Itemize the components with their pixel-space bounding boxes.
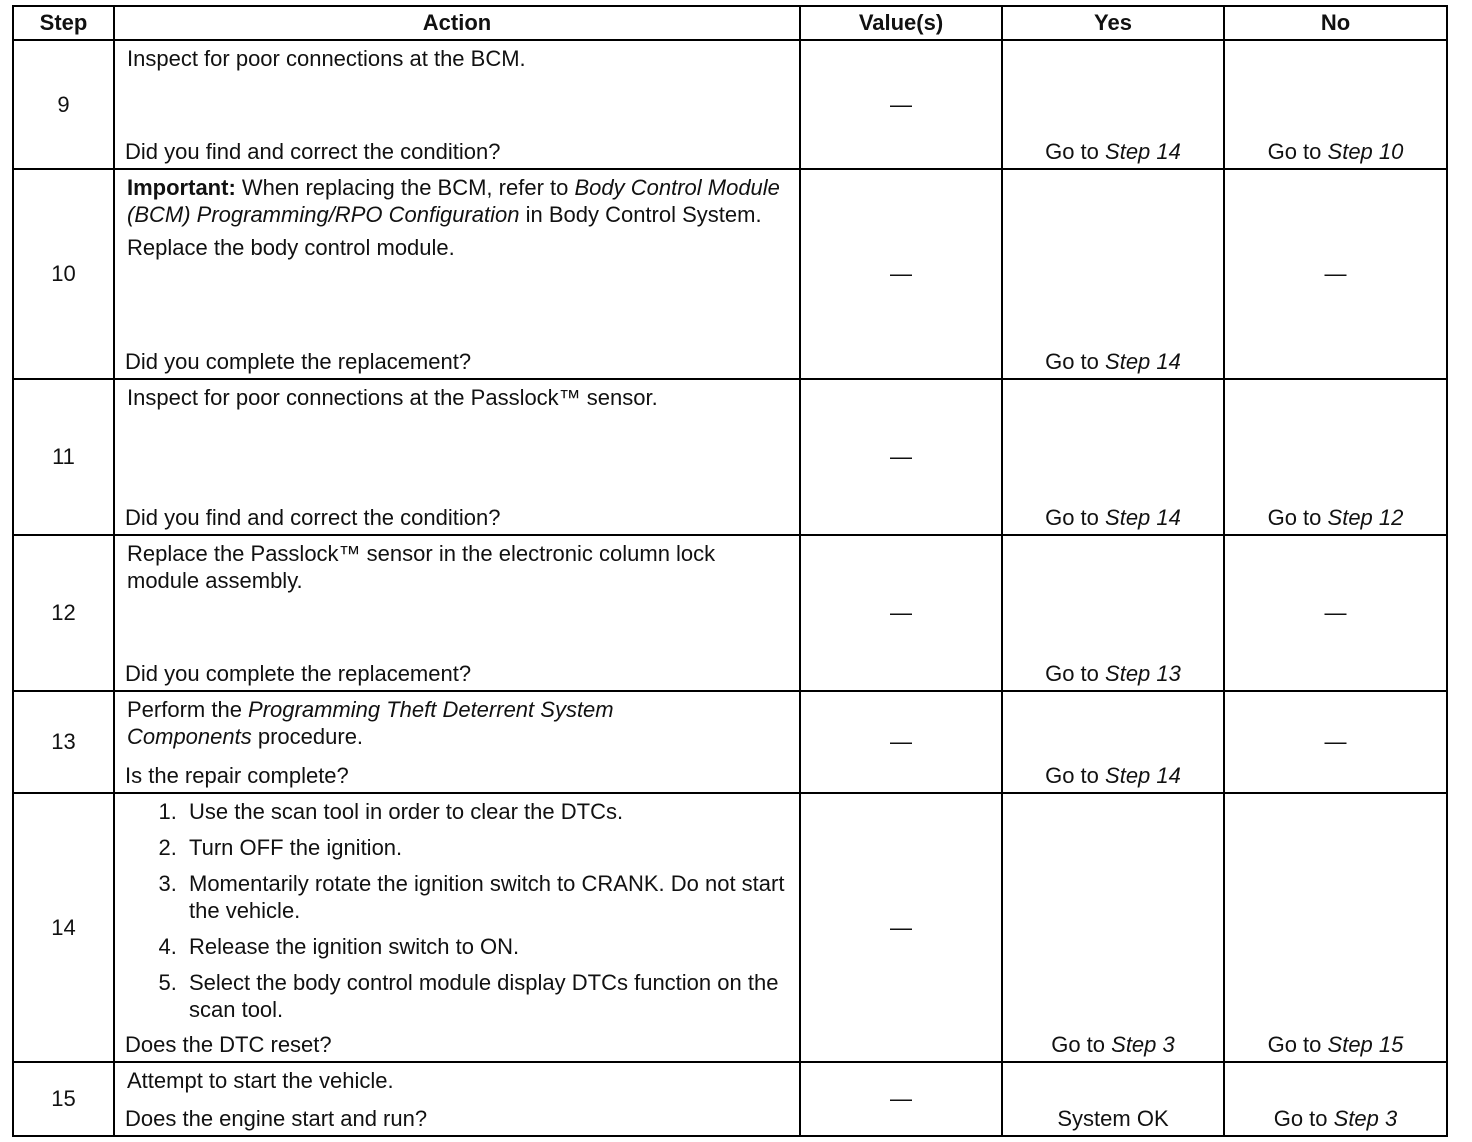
header-step: Step bbox=[13, 6, 114, 40]
yes-cell: Go to Step 14 bbox=[1002, 379, 1224, 535]
no-step-ref: 3 bbox=[1385, 1106, 1398, 1131]
action-question: Did you complete the replacement? bbox=[125, 661, 472, 686]
diagnostic-table bbox=[12, 5, 1448, 1137]
list-item: 2. Turn OFF the ignition. bbox=[183, 834, 791, 861]
list-item: 4. Release the ignition switch to ON. bbox=[183, 933, 791, 960]
value-dash: — bbox=[1324, 729, 1347, 754]
action-cell bbox=[114, 691, 800, 793]
value-dash: — bbox=[1324, 261, 1347, 286]
yes-step-ref: 14 bbox=[1156, 505, 1181, 530]
no-step-ref: 10 bbox=[1378, 139, 1404, 164]
step-number: 14 bbox=[13, 793, 114, 1062]
header-yes: Yes bbox=[1002, 6, 1224, 40]
yes-cell bbox=[1002, 1062, 1224, 1136]
table-row bbox=[13, 40, 1447, 169]
value-cell bbox=[800, 535, 1002, 691]
action-question: Did you find and correct the condition? bbox=[125, 139, 501, 164]
value-cell bbox=[800, 379, 1002, 535]
no-cell bbox=[1224, 691, 1447, 793]
important-note: Important: When replacing the BCM, refer to Body Control Module (BCM) Programming/RPO Configuration in Body Control System. bbox=[127, 175, 780, 227]
table-row bbox=[13, 1062, 1447, 1136]
no-cell bbox=[1224, 169, 1447, 379]
step-number: 10 bbox=[13, 169, 114, 379]
action-cell bbox=[114, 40, 800, 169]
value-cell bbox=[800, 1062, 1002, 1136]
yes-cell: Go to Step 13 bbox=[1002, 535, 1224, 691]
table-row bbox=[13, 169, 1447, 379]
yes-step-ref: 3 bbox=[1162, 1032, 1175, 1057]
header-values: Value(s) bbox=[800, 6, 1002, 40]
value-cell bbox=[800, 169, 1002, 379]
action-question: Did you find and correct the condition? bbox=[125, 505, 501, 530]
no-cell: Go to Step 12 bbox=[1224, 379, 1447, 535]
yes-step-ref: 14 bbox=[1156, 763, 1181, 788]
list-item: 1. Use the scan tool in order to clear the DTCs. bbox=[183, 798, 791, 825]
action-cell bbox=[114, 379, 800, 535]
table-row bbox=[13, 379, 1447, 535]
value-dash: — bbox=[890, 600, 912, 625]
yes-cell: Go to Step 14 bbox=[1002, 169, 1224, 379]
step-number: 13 bbox=[13, 691, 114, 793]
value-cell bbox=[800, 793, 1002, 1062]
header-row bbox=[13, 6, 1447, 40]
yes-step-ref: 14 bbox=[1156, 139, 1181, 164]
action-text: Replace the body control module. bbox=[127, 235, 455, 260]
action-cell bbox=[114, 1062, 800, 1136]
action-question: Does the DTC reset? bbox=[125, 1032, 332, 1057]
header-no: No bbox=[1224, 6, 1447, 40]
reference-link: Body Control Module (BCM) Programming/RPO Configuration bbox=[127, 175, 780, 227]
action-text: Replace the Passlock™ sensor in the electronic column lock module assembly. bbox=[127, 541, 716, 593]
action-text: Inspect for poor connections at the Passlock™ sensor. bbox=[127, 385, 658, 410]
no-step-ref: 15 bbox=[1378, 1032, 1404, 1057]
list-item: 5. Select the body control module display DTCs function on the scan tool. bbox=[183, 969, 791, 1023]
action-text: Perform the Programming Theft Deterrent System Components procedure. bbox=[127, 697, 614, 749]
yes-step-ref: 13 bbox=[1156, 661, 1181, 686]
value-dash: — bbox=[890, 1086, 912, 1111]
no-step-ref: 12 bbox=[1378, 505, 1404, 530]
value-dash: — bbox=[1324, 600, 1347, 625]
value-dash: — bbox=[890, 729, 912, 754]
action-question: Is the repair complete? bbox=[125, 763, 349, 788]
step-number: 11 bbox=[13, 379, 114, 535]
value-dash: — bbox=[890, 914, 912, 940]
value-dash: — bbox=[890, 261, 912, 286]
value-cell bbox=[800, 691, 1002, 793]
value-dash: — bbox=[890, 444, 912, 469]
no-cell: Go to Step 10 bbox=[1224, 40, 1447, 169]
yes-step-ref: 14 bbox=[1156, 349, 1181, 374]
value-cell bbox=[800, 40, 1002, 169]
procedure-list bbox=[127, 798, 791, 1023]
action-cell bbox=[114, 169, 800, 379]
action-cell bbox=[114, 793, 800, 1062]
reference-link: Programming Theft Deterrent System Components bbox=[127, 697, 614, 749]
no-cell: Go to Step 3 bbox=[1224, 1062, 1447, 1136]
table-row bbox=[13, 691, 1447, 793]
header-action: Action bbox=[114, 6, 800, 40]
yes-cell: Go to Step 14 bbox=[1002, 691, 1224, 793]
action-cell bbox=[114, 535, 800, 691]
no-cell bbox=[1224, 535, 1447, 691]
system-ok-text: System OK bbox=[1057, 1106, 1169, 1131]
action-question: Does the engine start and run? bbox=[125, 1106, 428, 1131]
step-number: 15 bbox=[13, 1062, 114, 1136]
step-number: 12 bbox=[13, 535, 114, 691]
action-text: Attempt to start the vehicle. bbox=[127, 1068, 394, 1093]
table-row bbox=[13, 793, 1447, 1062]
action-text: Inspect for poor connections at the BCM. bbox=[127, 46, 526, 71]
list-item: 3. Momentarily rotate the ignition switch to CRANK. Do not start the vehicle. bbox=[183, 870, 791, 924]
action-question: Did you complete the replacement? bbox=[125, 349, 472, 374]
no-cell: Go to Step 15 bbox=[1224, 793, 1447, 1062]
step-number: 9 bbox=[13, 40, 114, 169]
value-dash: — bbox=[890, 91, 912, 117]
yes-cell: Go to Step 3 bbox=[1002, 793, 1224, 1062]
yes-cell: Go to Step 14 bbox=[1002, 40, 1224, 169]
table-row bbox=[13, 535, 1447, 691]
